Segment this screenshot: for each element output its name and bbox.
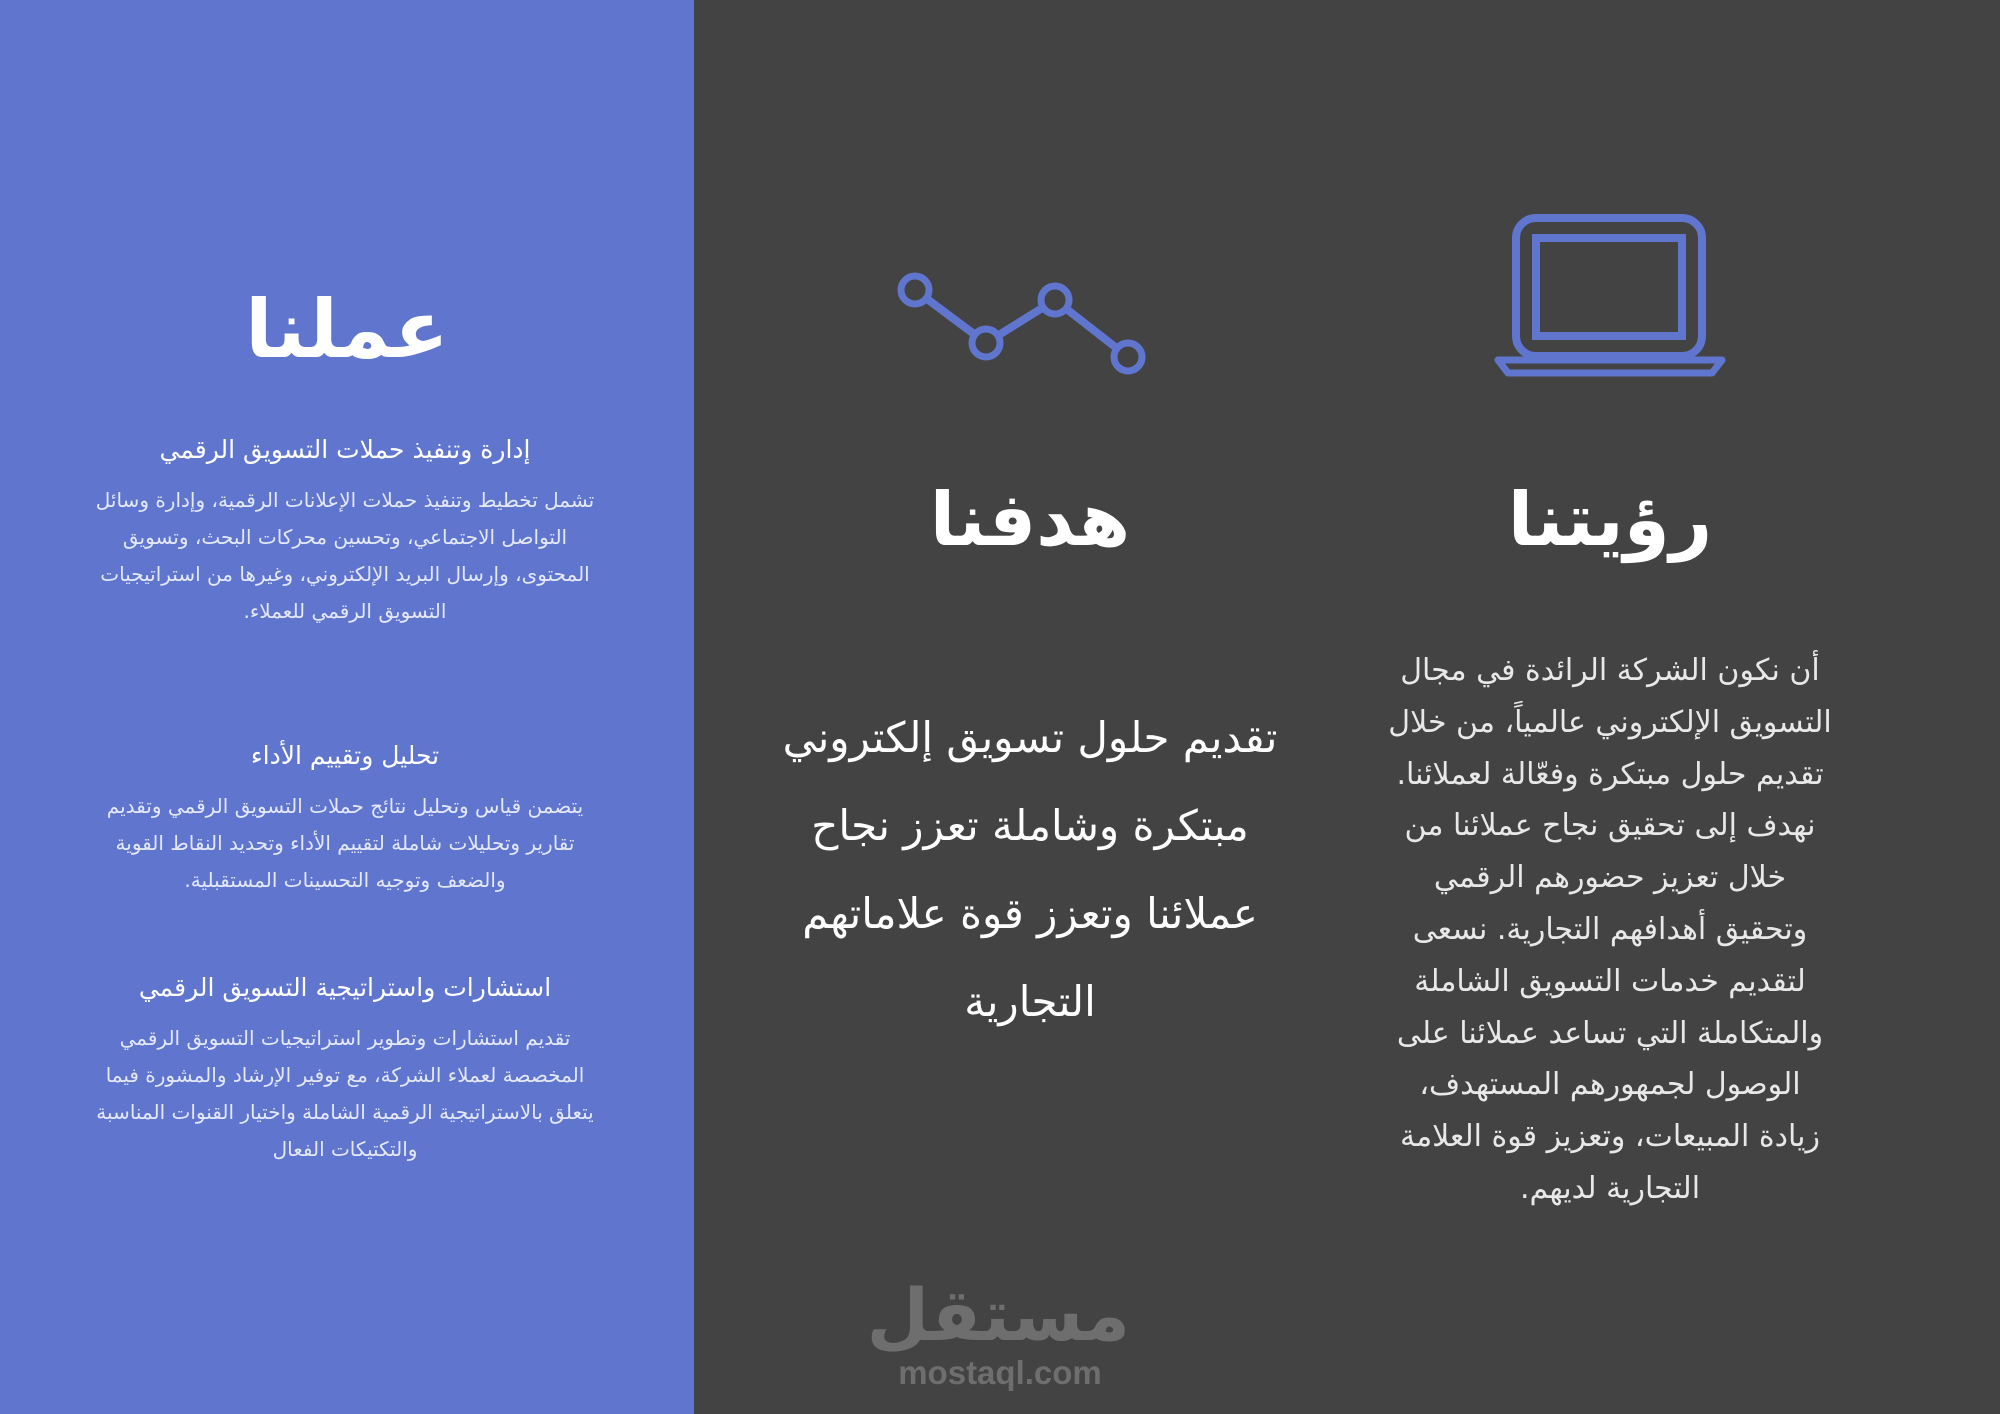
service-title: استشارات واستراتيجية التسويق الرقمي bbox=[138, 973, 552, 1002]
our-work-title: عملنا bbox=[245, 283, 449, 376]
service-description: تقديم استشارات وتطوير استراتيجيات التسويق الرقمي المخصصة لعملاء الشركة، مع توفير الإرشاد والمشورة فيما يتعلق بالاستراتيجية الرقمية الشاملة واختيار القنوات المناسبة والتكتيكات الفعال bbox=[96, 1026, 594, 1161]
service-section-consulting bbox=[90, 970, 600, 1168]
watermark-latin: mostaql.com bbox=[898, 1354, 1102, 1391]
goal-text: تقديم حلول تسويق إلكتروني مبتكرة وشاملة تعزز نجاح عملائنا وتعزز قوة علاماتهم التجارية bbox=[782, 713, 1278, 1026]
mostaql-watermark bbox=[866, 1273, 1130, 1391]
service-section-analysis bbox=[90, 738, 600, 899]
service-title: تحليل وتقييم الأداء bbox=[250, 741, 440, 770]
service-section-campaigns bbox=[90, 432, 600, 630]
vision-text: أن نكون الشركة الرائدة في مجال التسويق الإلكتروني عالمياً، من خلال تقديم حلول مبتكرة وفعّالة لعملائنا. نهدف إلى تحقيق نجاح عملائنا من خلال تعزيز حضورهم الرقمي وتحقيق أهدافهم التجارية. نسعى لتقديم خدمات التسويق الشاملة والمتكاملة التي تساعد عملائنا على الوصول لجمهورهم المستهدف، زيادة المبيعات، وتعزيز قوة العلامة التجارية لديهم. bbox=[1388, 653, 1832, 1206]
service-title: إدارة وتنفيذ حملات التسويق الرقمي bbox=[159, 435, 531, 464]
line-chart-icon bbox=[890, 265, 1160, 385]
goal-title: هدفنا bbox=[929, 477, 1131, 563]
service-description: يتضمن قياس وتحليل نتائج حملات التسويق الرقمي وتقديم تقارير وتحليلات شاملة لتقييم الأداء وتحديد النقاط القوية والضعف وتوجيه التحسينات المستقبلية. bbox=[106, 794, 584, 892]
service-description: تشمل تخطيط وتنفيذ حملات الإعلانات الرقمية، وإدارة وسائل التواصل الاجتماعي، وتحسين محركات البحث، وتسويق المحتوى، وإرسال البريد الإلكتروني، وغيرها من استراتيجيات التسويق الرقمي للعملاء. bbox=[95, 488, 595, 623]
watermark-arabic: مستقل bbox=[866, 1273, 1130, 1357]
laptop-icon bbox=[1490, 210, 1730, 380]
our-work-panel bbox=[0, 0, 694, 1414]
vision-title: رؤيتنا bbox=[1507, 477, 1713, 563]
